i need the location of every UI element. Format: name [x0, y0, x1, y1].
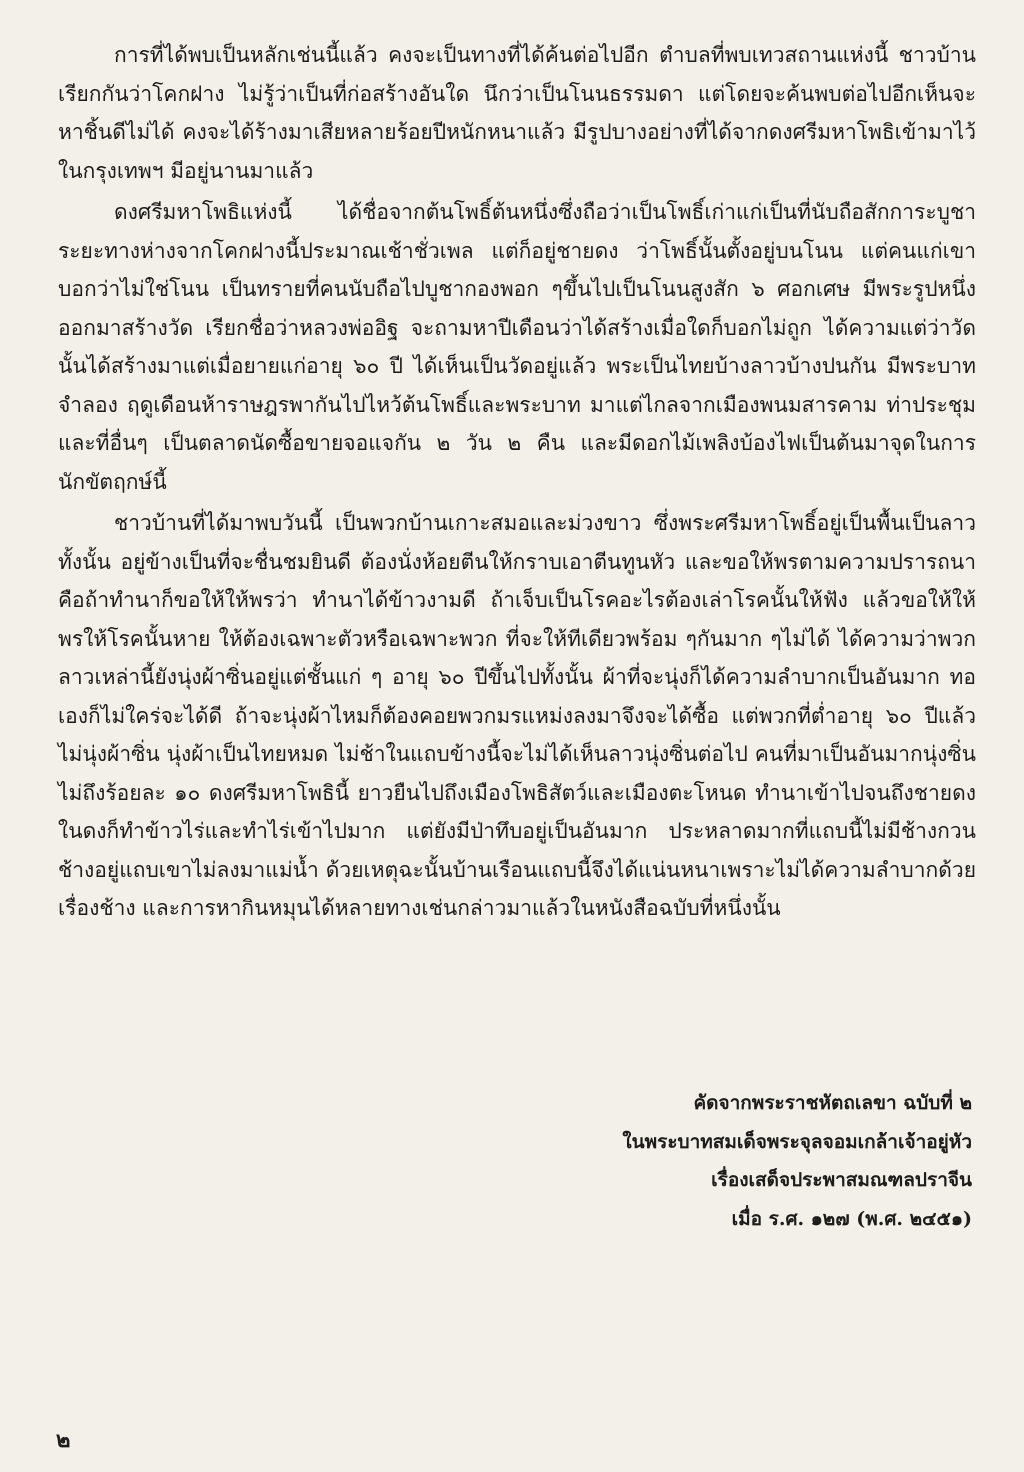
source-citation: [622, 1084, 972, 1238]
source-line-1: คัดจากพระราชหัตถเลขา ฉบับที่ ๒: [693, 1092, 972, 1114]
page-number: ๒: [56, 1427, 71, 1453]
source-line-4: เมื่อ ร.ศ. ๑๒๗ (พ.ศ. ๒๔๕๑): [731, 1207, 972, 1230]
paragraph-1: การที่ได้พบเป็นหลักเช่นนี้แล้ว คงจะเป็นทางที่ได้ค้นต่อไปอีก ตำบลที่พบเทวสถานแห่งนี้ ชาวบ้านเรียกกันว่าโคกฝาง ไม่รู้ว่าเป็นที่ก่อสร้างอันใด นึกว่าเป็นโนนธรรมดา แต่โดยจะค้นพบต่อไปอีกเห็นจะหาชิ้นดีไม่ได้ คงจะได้ร้างมาเสียหลายร้อยปีหนักหนาแล้ว มีรูปบางอย่างที่ได้จากดงศรีมหาโพธิเข้ามาไว้ในกรุงเทพฯ มีอยู่นานมาแล้ว: [58, 43, 976, 183]
paragraph-2: ดงศรีมหาโพธิแห่งนี้ ได้ชื่อจากต้นโพธิ์ต้นหนึ่งซึ่งถือว่าเป็นโพธิ์เก่าแก่เป็นที่นับถือสักการะบูชา ระยะทางห่างจากโคกฝางนี้ประมาณเช้าชั่วเพล แต่ก็อยู่ชายดง ว่าโพธิ์นั้นตั้งอยู่บนโนน แต่คนแก่เขาบอกว่าไม่ใช่โนน เป็นทรายที่คนนับถือไปบูชากองพอก ๆขึ้นไปเป็นโนนสูงสัก ๖ ศอกเศษ มีพระรูปหนึ่งออกมาสร้างวัด เรียกชื่อว่าหลวงพ่ออิฐ จะถามหาปีเดือนว่าได้สร้างเมื่อใดก็บอกไม่ถูก ได้ความแต่ว่าวัดนั้นได้สร้างมาแต่เมื่อยายแก่อายุ ๖๐ ปี ได้เห็นเป็นวัดอยู่แล้ว พระเป็นไทยบ้างลาวบ้างปนกัน มีพระบาทจำลอง ฤดูเดือนห้าราษฎรพากันไปไหว้ต้นโพธิ์และพระบาท มาแต่ไกลจากเมืองพนมสารคาม ท่าประชุม และที่อื่นๆ เป็นตลาดนัดซื้อขายจอแจกัน ๒ วัน ๒ คืน และมีดอกไม้เพลิงบ้องไฟเป็นต้นมาจุดในการนักขัตฤกษ์นี้: [58, 200, 976, 494]
source-line-3: เรื่องเสด็จประพาสมณฑลปราจีน: [711, 1169, 972, 1191]
source-line-2: ในพระบาทสมเด็จพระจุลจอมเกล้าเจ้าอยู่หัว: [622, 1130, 972, 1153]
paragraph-3: ชาวบ้านที่ได้มาพบวันนี้ เป็นพวกบ้านเกาะสมอและม่วงขาว ซึ่งพระศรีมหาโพธิ์อยู่เป็นพื้นเป็นลาวทั้งนั้น อยู่ข้างเป็นที่จะชื่นชมยินดี ต้องนั่งห้อยตีนให้กราบเอาตีนทูนหัว และขอให้พรตามความปรารถนา คือถ้าทำนาก็ขอให้ให้พรว่า ทำนาได้ข้าวงามดี ถ้าเจ็บเป็นโรคอะไรต้องเล่าโรคนั้นให้ฟัง แล้วขอให้ให้พรให้โรคนั้นหาย ให้ต้องเฉพาะตัวหรือเฉพาะพวก ที่จะให้ทีเดียวพร้อม ๆกันมาก ๆไม่ได้ ได้ความว่าพวกลาวเหล่านี้ยังนุ่งผ้าซิ่นอยู่แต่ชั้นแก่ ๆ อายุ ๖๐ ปีขึ้นไปทั้งนั้น ผ้าที่จะนุ่งก็ได้ความลำบากเป็นอันมาก ทอเองก็ไม่ใคร่จะได้ดี ถ้าจะนุ่งผ้าไหมก็ต้องคอยพวกมรแหม่งลงมาจึงจะได้ซื้อ แต่พวกที่ต่ำอายุ ๖๐ ปีแล้วไม่นุ่งผ้าซิ่น นุ่งผ้าเป็นไทยหมด ไม่ช้าในแถบข้างนี้จะไม่ได้เห็นลาวนุ่งซิ่นต่อไป คนที่มาเป็นอันมากนุ่งซิ่นไม่ถึงร้อยละ ๑๐ ดงศรีมหาโพธินี้ ยาวยืนไปถึงเมืองโพธิสัตว์และเมืองตะโหนด ทำนาเข้าไปจนถึงชายดง ในดงก็ทำข้าวไร่และทำไร่เข้าไปมาก แต่ยังมีป่าทึบอยู่เป็นอันมาก ประหลาดมากที่แถบนี้ไม่มีช้างกวน ช้างอยู่แถบเขาไม่ลงมาแม่น้ำ ด้วยเหตุฉะนั้นบ้านเรือนแถบนี้จึงได้แน่นหนาเพราะไม่ได้ความลำบากด้วยเรื่องช้าง และการหากินหมุนได้หลายทางเช่นกล่าวมาแล้วในหนังสือฉบับที่หนึ่งนั้น: [58, 511, 976, 920]
